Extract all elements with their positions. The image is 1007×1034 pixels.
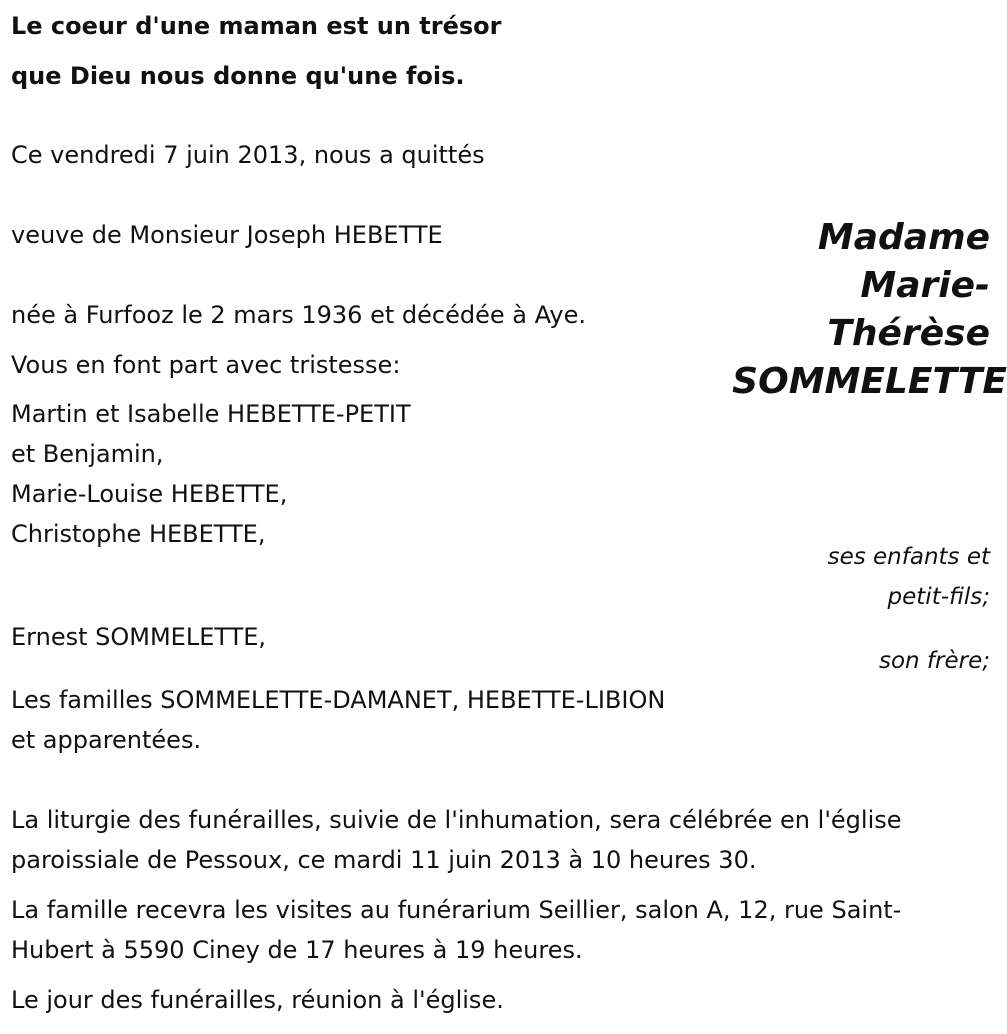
quote-line-1: Le coeur d'une maman est un trésor (11, 12, 502, 40)
birth-death: née à Furfooz le 2 mars 1936 et décédée à Aye. (11, 301, 586, 329)
deceased-title: Madame (817, 217, 990, 258)
intro-text: Ce vendredi 7 juin 2013, nous a quittés (11, 141, 485, 169)
deceased-name (707, 214, 1007, 406)
visits-line-1: La famille recevra les visites au funérarium Seillier, salon A, 12, rue Saint- (11, 896, 902, 924)
quote-line-2: que Dieu nous donne qu'une fois. (11, 62, 465, 90)
deceased-first-name-2: Thérèse (827, 313, 990, 354)
children-role-2: petit-fils; (887, 584, 990, 610)
funeral-line-1: La liturgie des funérailles, suivie de l'inhumation, sera célébrée en l'église (11, 806, 902, 834)
brother-name: Ernest SOMMELETTE, (11, 623, 267, 651)
children-role-1: ses enfants et (827, 544, 990, 570)
widow-of: veuve de Monsieur Joseph HEBETTE (11, 221, 443, 249)
visits-line-2: Hubert à 5590 Ciney de 17 heures à 19 heures. (11, 936, 583, 964)
list-item: Christophe HEBETTE, (11, 520, 266, 548)
meeting-text: Le jour des funérailles, réunion à l'église. (11, 986, 504, 1014)
families-line-2: et apparentées. (11, 726, 202, 754)
list-item: Marie-Louise HEBETTE, (11, 480, 288, 508)
deceased-surname: SOMMELETTE (732, 361, 1007, 402)
announce-text: Vous en font part avec tristesse: (11, 351, 401, 379)
deceased-first-name-1: Marie- (860, 265, 990, 306)
funeral-line-2: paroissiale de Pessoux, ce mardi 11 juin 2013 à 10 heures 30. (11, 846, 757, 874)
families-line-1: Les familles SOMMELETTE-DAMANET, HEBETTE-LIBION (11, 686, 666, 714)
list-item: et Benjamin, (11, 440, 164, 468)
brother-role: son frère; (878, 648, 990, 674)
list-item: Martin et Isabelle HEBETTE-PETIT (11, 400, 411, 428)
